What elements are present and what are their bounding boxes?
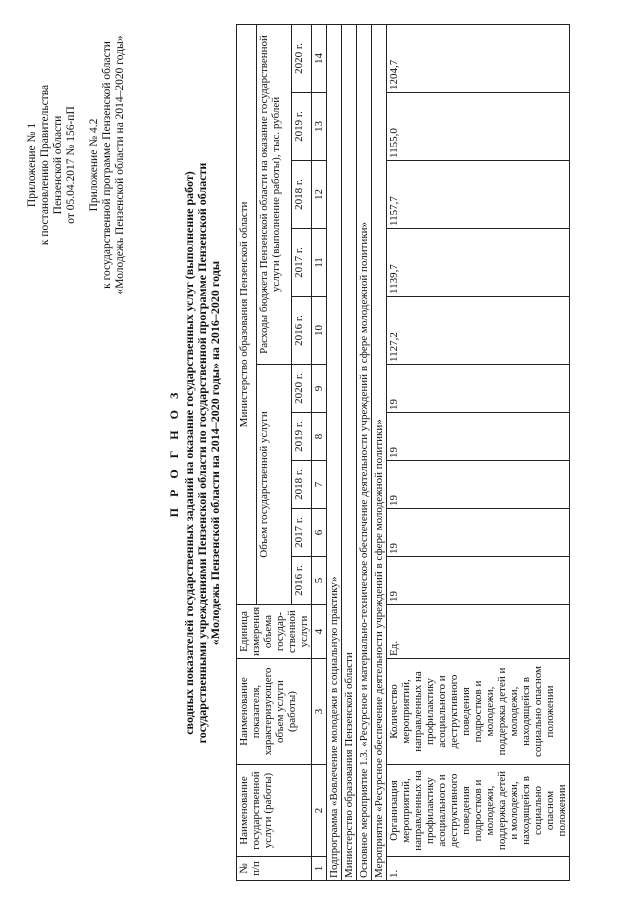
- row-volume-2019: 19: [387, 412, 570, 460]
- row-unit: Ед.: [387, 604, 570, 658]
- column-number: 7: [312, 460, 327, 508]
- year-header: 2019 г.: [292, 412, 312, 460]
- row-volume-2016: 19: [387, 556, 570, 604]
- year-header: 2020 г.: [292, 364, 312, 412]
- title-line: «Молодежь Пензенской области на 2014–2020 годы» на 2016–2020 годы: [208, 260, 222, 645]
- appendix-line: «Молодежь Пензенской области на 2014–2020 годы»: [114, 35, 126, 294]
- year-header: 2016 г.: [292, 556, 312, 604]
- header-indicator: Наименование показателя, характеризующего объем услуги (работы): [237, 658, 312, 764]
- column-number: 5: [312, 556, 327, 604]
- column-number: 14: [312, 24, 327, 92]
- year-header: 2018 г.: [292, 460, 312, 508]
- year-header: 2020 г.: [292, 24, 312, 92]
- column-number: 11: [312, 228, 327, 296]
- row-num: 1.: [387, 856, 570, 880]
- row-volume-2017: 19: [387, 508, 570, 556]
- appendix-1-block: [26, 35, 78, 295]
- row-indicator: Количество мероприятий, направленных на профилактику асоциального и деструктивного поведения подростков и молодежи, поддержка детей и молодежи, находящейся в социально опасном положении: [387, 658, 570, 764]
- column-number: 3: [312, 658, 327, 764]
- appendix-line: Пензенской области: [52, 115, 64, 214]
- row-expense-2017: 1139,7: [387, 228, 570, 296]
- row-volume-2020: 19: [387, 364, 570, 412]
- appendix-4-2-block: [88, 35, 127, 295]
- column-number: 13: [312, 92, 327, 160]
- year-header: 2018 г.: [292, 160, 312, 228]
- row-expense-2020: 1204,7: [387, 24, 570, 92]
- header-unit: Единица измерения объема государ-ственной услуги: [237, 604, 312, 658]
- row-service: Организация мероприятий, направленных на профилактику асоциального и деструктивного поведения подростков и молодежи, поддержка детей и молодежи, находящейся в социально опасном положении: [387, 764, 570, 856]
- year-header: 2017 г.: [292, 228, 312, 296]
- section-main-activity: Основное мероприятие 1.3. «Ресурсное и материально-техническое обеспечение деятельности учреждений в сфере молодежной политики»: [357, 24, 372, 880]
- column-number: 12: [312, 160, 327, 228]
- row-expense-2018: 1157,7: [387, 160, 570, 228]
- appendix-header: [26, 35, 127, 295]
- header-ministry: Министерство образования Пензенской области: [237, 24, 257, 604]
- title-line: государственными учреждениями Пензенской области по государственной программе Пензенской области: [195, 162, 209, 743]
- row-volume-2018: 19: [387, 460, 570, 508]
- appendix-line: Приложение № 1: [26, 122, 38, 207]
- appendix-line: от 05.04.2017 № 156-пП: [65, 105, 77, 224]
- row-expense-2016: 1127,2: [387, 296, 570, 364]
- column-number: 9: [312, 364, 327, 412]
- row-expense-2019: 1155,0: [387, 92, 570, 160]
- section-ministry: Министерство образования Пензенской области: [342, 24, 357, 880]
- header-num: № п/п: [237, 856, 312, 880]
- appendix-line: к постановлению Правительства: [39, 84, 51, 245]
- column-number: 1: [312, 856, 327, 880]
- header-expenses: Расходы бюджета Пензенской области на оказание государственной услуги (выполнение работы), тыс. рублей: [256, 24, 292, 364]
- column-number: 8: [312, 412, 327, 460]
- title-line: сводных показателей государственных заданий на оказание государственных услуг (выполнение работ): [182, 170, 196, 735]
- column-number: 4: [312, 604, 327, 658]
- appendix-line: к государственной программе Пензенской области: [101, 40, 113, 289]
- appendix-line: Приложение № 4.2: [88, 118, 100, 211]
- section-activity: Мероприятие «Ресурсное обеспечение деятельности учреждений в сфере молодежной политики»: [372, 24, 387, 880]
- document-title: [168, 13, 222, 893]
- header-volume: Объем государственной услуги: [256, 364, 292, 604]
- table-row: [387, 24, 570, 880]
- document-page: [20, 13, 620, 893]
- column-number: 10: [312, 296, 327, 364]
- section-subprogram: Подпрограмма «Вовлечение молодежи в социальную практику»: [327, 24, 342, 880]
- header-service: Наименование государственной услуги (работы): [237, 764, 312, 856]
- title-heading: П Р О Г Н О З: [167, 388, 181, 517]
- column-number: 6: [312, 508, 327, 556]
- forecast-table: [236, 23, 570, 880]
- year-header: 2016 г.: [292, 296, 312, 364]
- year-header: 2019 г.: [292, 92, 312, 160]
- year-header: 2017 г.: [292, 508, 312, 556]
- column-number: 2: [312, 764, 327, 856]
